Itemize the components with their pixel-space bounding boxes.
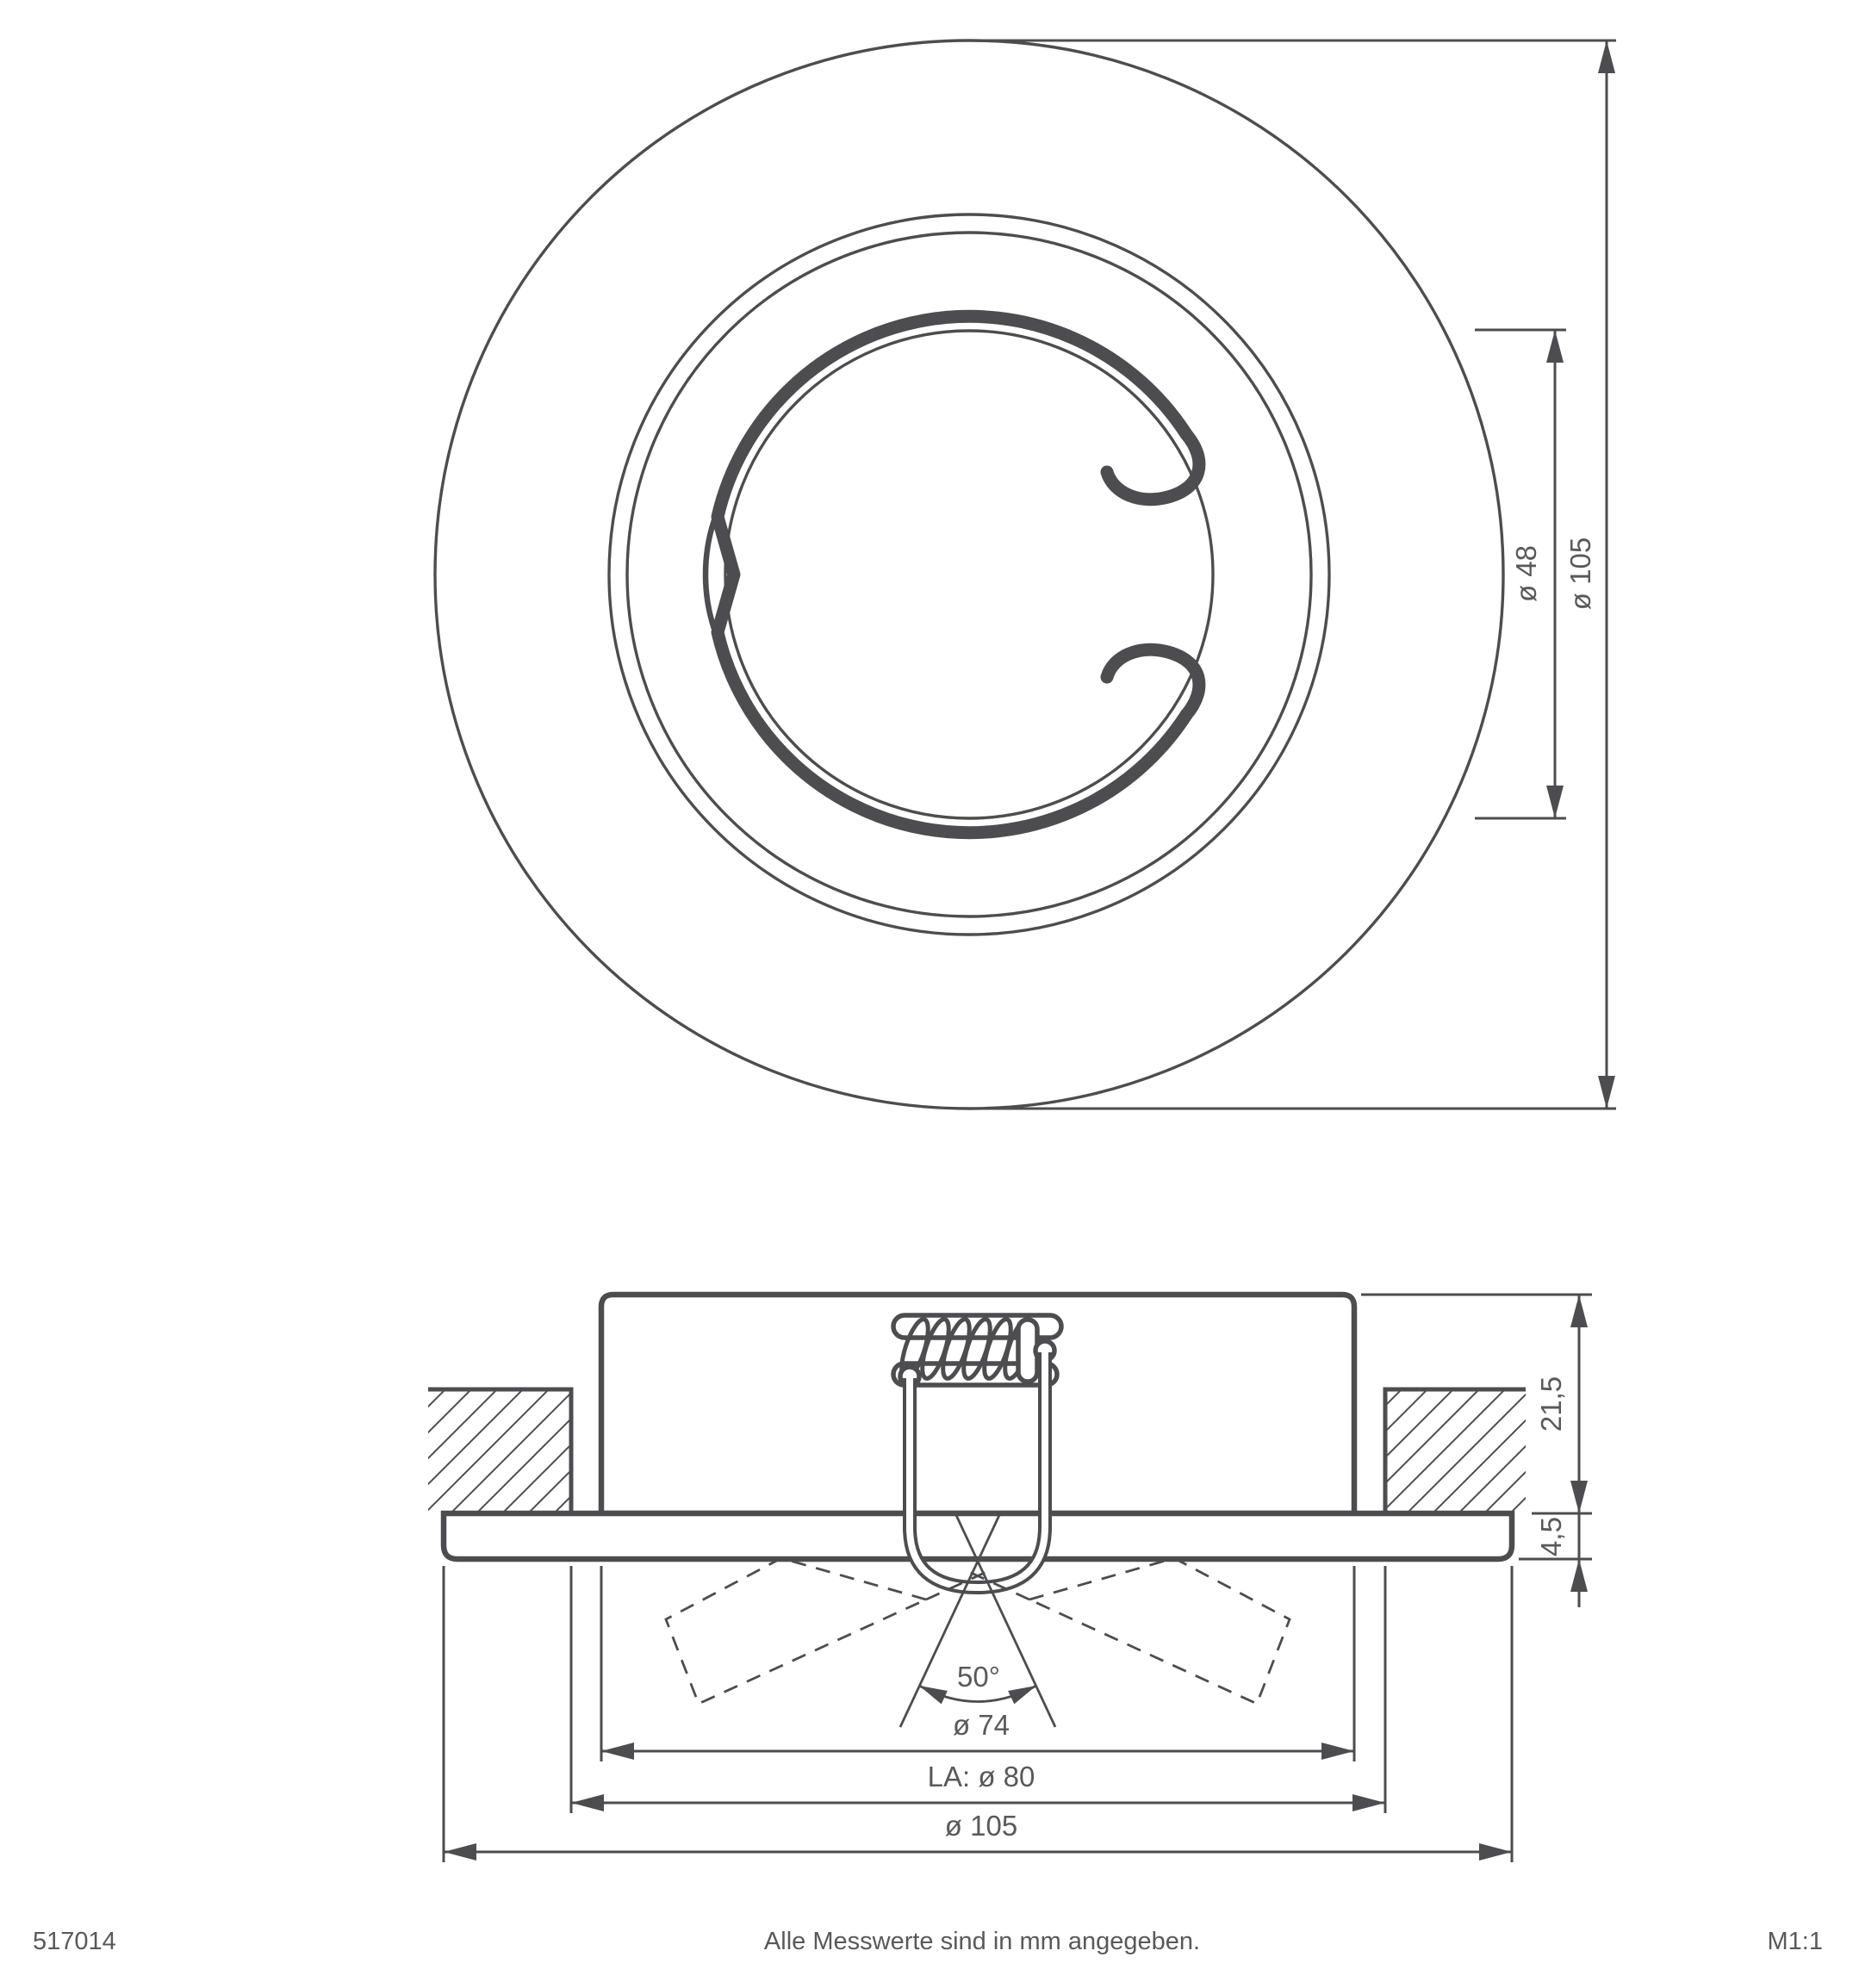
units-note: Alle Messwerte sind in mm angegeben. <box>763 1928 1201 1955</box>
flange-outline <box>444 1513 1512 1559</box>
spring-clip-hook-upper <box>1107 434 1199 500</box>
dimension-label-recess-height: 21,5 <box>1535 1376 1567 1432</box>
arrowhead-icon <box>1570 1295 1588 1327</box>
dimension-ceiling-cutout <box>571 1761 1385 1811</box>
spring-clip-ring <box>706 316 1199 832</box>
arrowhead-icon <box>1598 1076 1615 1109</box>
spring-clip-wire <box>718 316 1186 832</box>
dimension-label-flange-thickness: 4,5 <box>1535 1517 1567 1556</box>
arrowhead-icon <box>601 1743 634 1760</box>
dimension-label-outer-ring: ø 105 <box>1564 537 1596 611</box>
dimension-label-housing-diameter: ø 74 <box>952 1709 1010 1741</box>
ceiling-hatch-left <box>428 1389 571 1513</box>
dimension-lamp-opening <box>1475 330 1566 818</box>
arrowhead-icon <box>1570 1559 1588 1592</box>
dimension-housing-diameter <box>601 1709 1354 1760</box>
arrowhead-icon <box>571 1794 604 1811</box>
arrowhead-icon <box>1570 1481 1588 1513</box>
arrowhead-icon <box>1479 1843 1512 1861</box>
spring-clip-fold-strand <box>706 520 714 629</box>
ceiling-hatch-right <box>1385 1389 1526 1513</box>
title-block <box>33 1928 1823 1955</box>
lamp-opening-circle <box>725 331 1213 818</box>
arrowhead-icon <box>444 1843 476 1861</box>
dimension-label-ceiling-cutout: LA: ø 80 <box>927 1761 1035 1792</box>
arrowhead-icon <box>1598 40 1615 73</box>
side-view <box>428 1295 1592 1862</box>
dimension-label-tilt-angle: 50° <box>957 1661 1000 1693</box>
dimension-label-overall-diameter: ø 105 <box>944 1810 1018 1842</box>
arrowhead-icon <box>1546 330 1564 363</box>
dimension-recess-height <box>1535 1295 1588 1513</box>
arrowhead-icon <box>1352 1794 1385 1811</box>
dimension-label-lamp-opening: ø 48 <box>1510 544 1542 603</box>
arrowhead-icon <box>1546 786 1564 818</box>
spring-clip-hook-lower <box>1107 649 1199 715</box>
arrowhead-icon <box>1321 1743 1354 1760</box>
dimension-overall-diameter <box>444 1810 1512 1861</box>
trim-ring-outer-circle <box>435 40 1503 1109</box>
hatch-fill <box>1385 1389 1526 1513</box>
article-number: 517014 <box>33 1928 116 1955</box>
top-view <box>435 40 1616 1109</box>
hatch-fill <box>428 1389 571 1513</box>
scale-label: M1:1 <box>1767 1928 1823 1955</box>
